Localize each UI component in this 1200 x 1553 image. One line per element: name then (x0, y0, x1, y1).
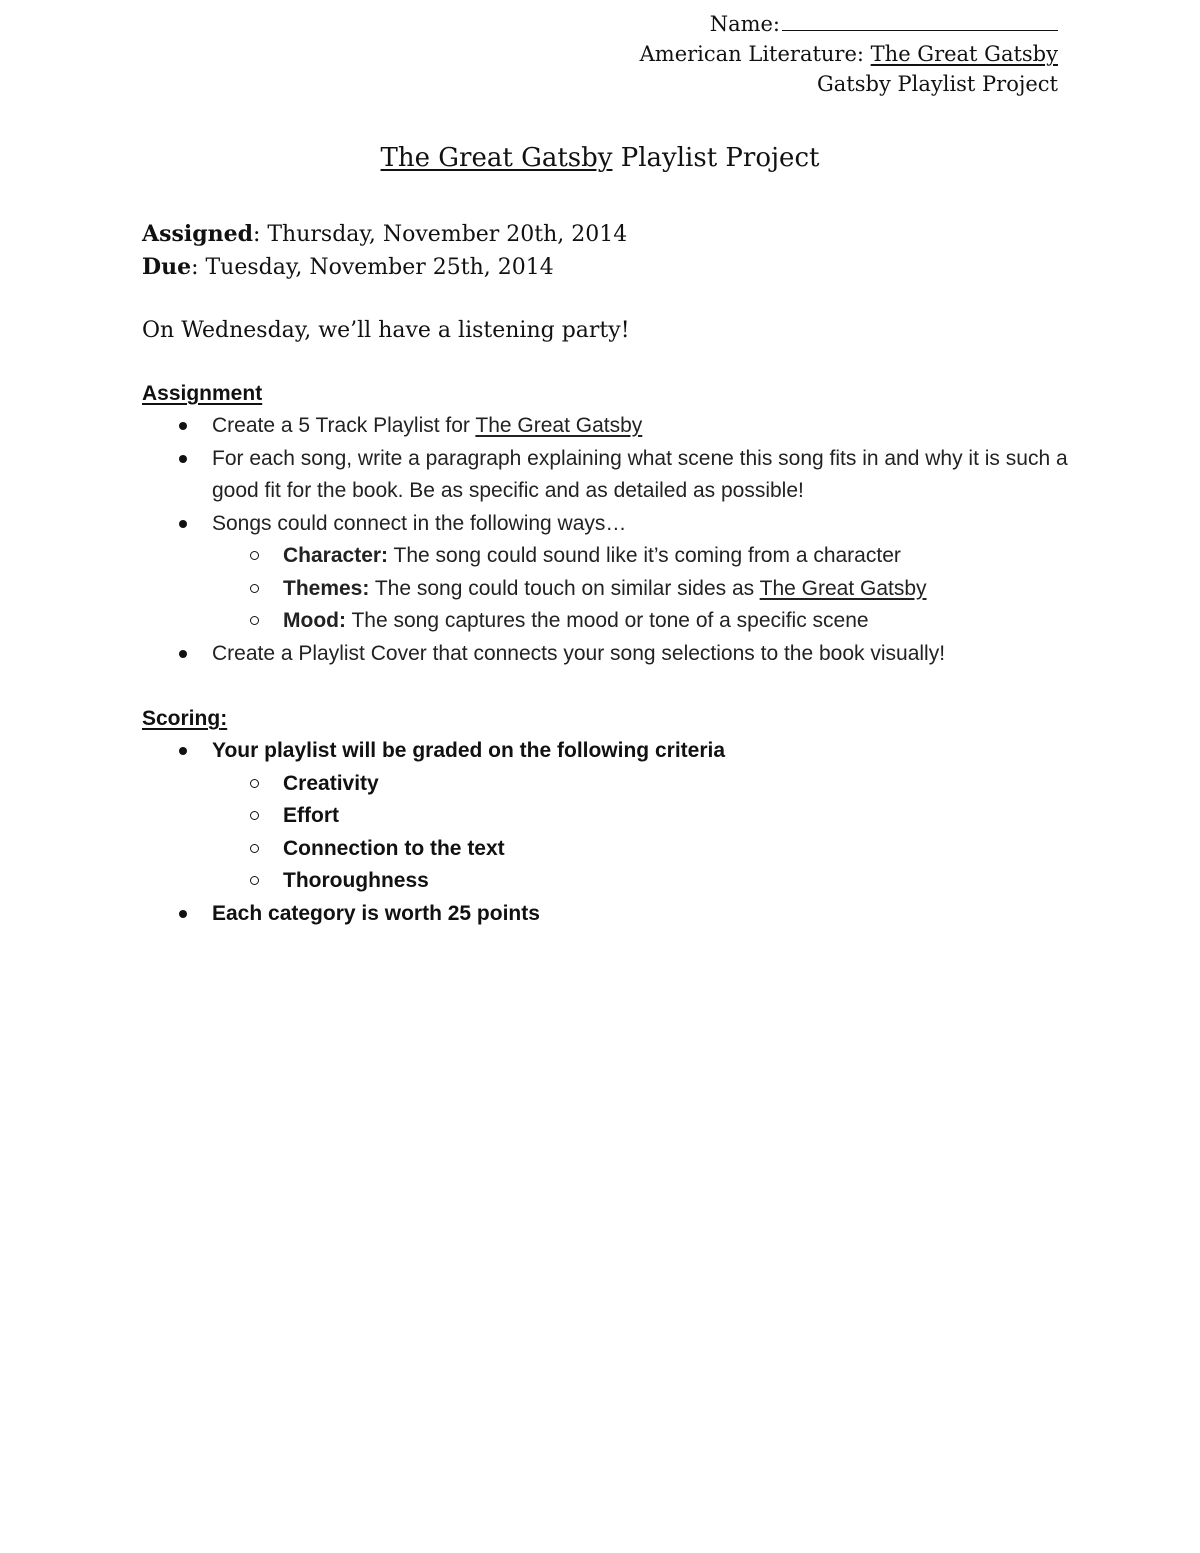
bullet-icon (179, 422, 187, 430)
criteria-item (142, 833, 1072, 866)
list-item (142, 735, 1072, 768)
course-prefix: American Literature: (639, 42, 871, 66)
scoring-list (142, 735, 1072, 930)
assignment-list (142, 410, 1072, 670)
assigned-label: Assigned (142, 221, 253, 247)
criteria-creativity: Creativity (283, 771, 379, 795)
themes-label: Themes: (283, 576, 370, 600)
list-item (142, 410, 1072, 443)
document-header (640, 8, 1058, 99)
bullet-icon (179, 455, 187, 463)
name-label: Name: (709, 12, 780, 36)
assigned-row (142, 218, 627, 251)
hollow-bullet-icon (250, 584, 259, 593)
hollow-bullet-icon (250, 616, 259, 625)
criteria-item (142, 865, 1072, 898)
bullet-icon (179, 650, 187, 658)
criteria-connection: Connection to the text (283, 836, 505, 860)
assignment-heading: Assignment (142, 382, 263, 405)
course-book-title: The Great Gatsby (870, 42, 1058, 66)
item2-text: For each song, write a paragraph explaining what scene this song fits in and why it is such a good fit for the book. Be as specific and as detailed as possible! (212, 446, 1068, 502)
hollow-bullet-icon (250, 844, 259, 853)
criteria-effort: Effort (283, 804, 339, 827)
listening-party-note: On Wednesday, we’ll have a listening party! (142, 318, 630, 343)
due-row (142, 251, 627, 284)
criteria-thoroughness: Thoroughness (283, 869, 429, 892)
scoring-heading (142, 703, 227, 735)
due-label: Due (142, 254, 192, 280)
dates-block (142, 218, 627, 284)
hollow-bullet-icon (250, 876, 259, 885)
assigned-value: : Thursday, November 20th, 2014 (252, 222, 628, 247)
scoring-item1: Your playlist will be graded on the following criteria (212, 739, 726, 762)
bullet-icon (179, 910, 187, 918)
item3-text: Songs could connect in the following ways… (212, 511, 627, 535)
hollow-bullet-icon (250, 551, 259, 560)
list-item (142, 508, 1072, 541)
item1-prefix: Create a 5 Track Playlist for (212, 414, 476, 437)
sub-list-item (142, 573, 1072, 606)
item4-text: Create a Playlist Cover that connects your song selections to the book visually! (212, 641, 946, 665)
hollow-bullet-icon (250, 779, 259, 788)
scoring-item2: Each category is worth 25 points (212, 901, 540, 925)
name-blank-line (782, 8, 1058, 31)
scoring-heading-colon: : (220, 707, 228, 730)
list-item (142, 443, 1072, 508)
character-text: The song could sound like it’s coming from a character (388, 544, 901, 567)
course-row (640, 39, 1058, 69)
bullet-icon (179, 747, 187, 755)
bullet-icon (179, 520, 187, 528)
themes-text: The song could touch on similar sides as (369, 576, 760, 600)
sub-list-item (142, 540, 1072, 573)
character-label: Character: (283, 544, 389, 567)
item1-book: The Great Gatsby (475, 414, 643, 437)
themes-book: The Great Gatsby (759, 576, 927, 600)
page-title (0, 140, 1200, 176)
due-value: : Tuesday, November 25th, 2014 (191, 255, 554, 280)
list-item (142, 638, 1072, 671)
project-label: Gatsby Playlist Project (817, 72, 1058, 96)
name-row (640, 8, 1058, 39)
criteria-item (142, 768, 1072, 801)
hollow-bullet-icon (250, 811, 259, 820)
title-book: The Great Gatsby (380, 143, 613, 173)
criteria-item (142, 800, 1072, 833)
title-rest: Playlist Project (612, 143, 820, 173)
scoring-heading-text: Scoring (142, 707, 221, 730)
list-item (142, 898, 1072, 931)
sub-list-item (142, 605, 1072, 638)
mood-label: Mood: (283, 609, 346, 632)
mood-text: The song captures the mood or tone of a specific scene (345, 609, 869, 632)
